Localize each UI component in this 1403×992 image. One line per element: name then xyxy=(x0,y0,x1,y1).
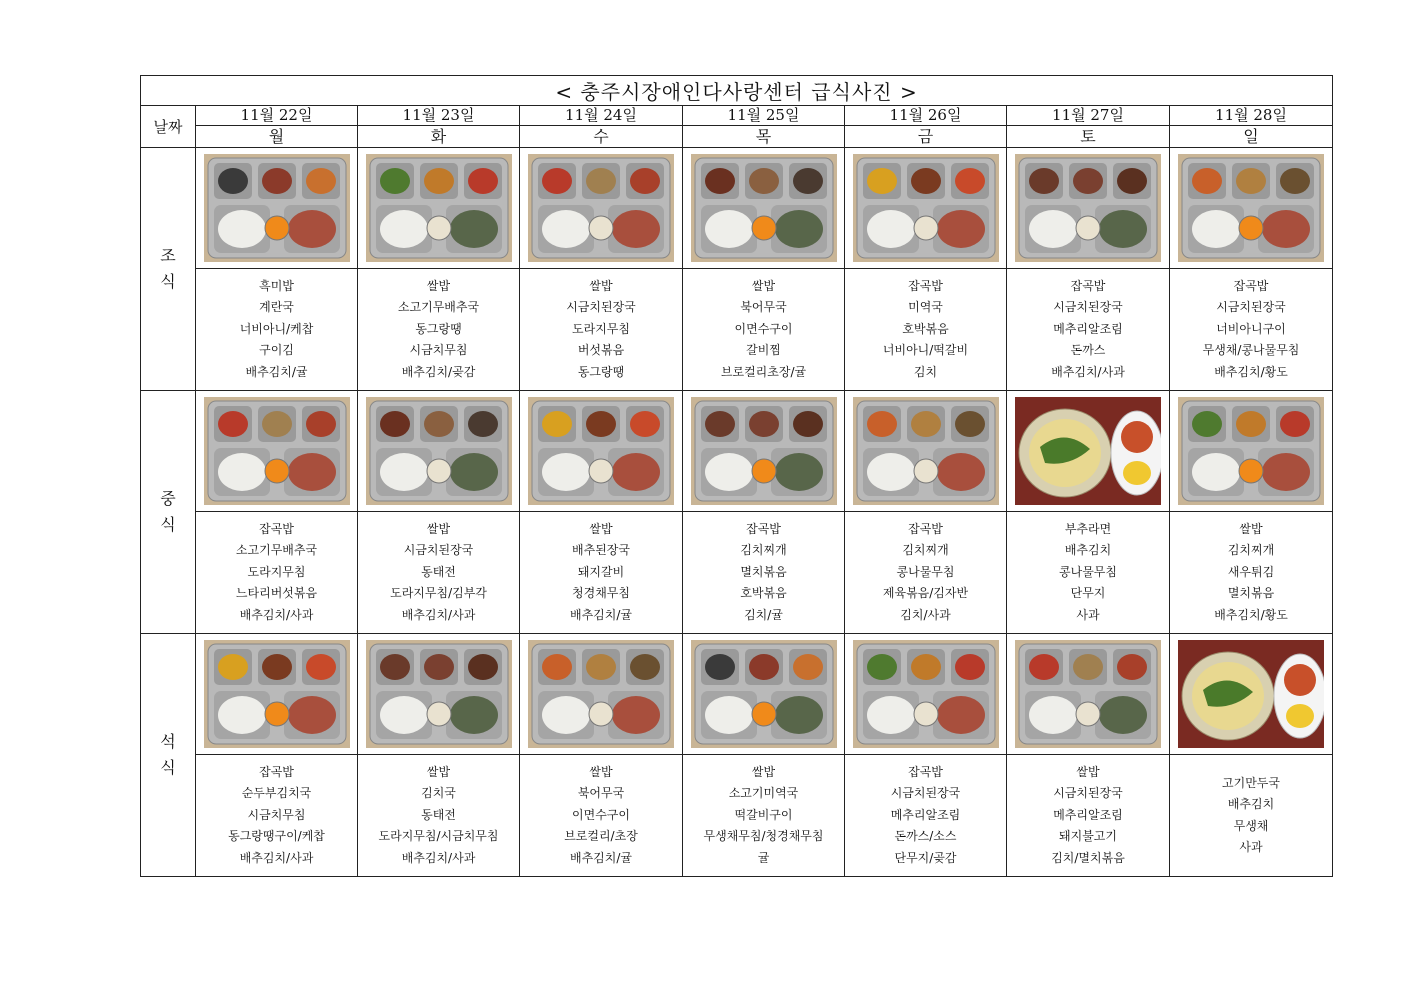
menu-item: 김치찌개 xyxy=(1227,543,1275,558)
meal-photo-cell xyxy=(358,148,520,269)
menu-cell xyxy=(845,755,1007,877)
menu-item: 배추김치/사과 xyxy=(239,850,314,865)
menu-item: 잡곡밥 xyxy=(1233,278,1269,293)
meal-label xyxy=(141,391,196,634)
menu-item: 떡갈비구이 xyxy=(734,807,793,822)
menu-item: 쌀밥 xyxy=(1239,521,1263,536)
menu-item: 배추김치/사과 xyxy=(1051,364,1125,379)
menu-cell xyxy=(520,269,683,391)
meal-photo xyxy=(528,640,674,748)
menu-item: 도라지무침/시금치무침 xyxy=(378,829,499,844)
meal-photo-cell xyxy=(1170,148,1333,269)
meal-label-char: 식 xyxy=(160,758,176,777)
meal-photo xyxy=(366,640,512,748)
menu-item: 배추김치/귤 xyxy=(245,364,308,379)
menu-item: 버섯볶음 xyxy=(577,343,625,358)
menu-item: 단무지/곶감 xyxy=(894,850,957,865)
meal-photo-cell xyxy=(196,634,358,755)
menu-item: 너비아니/떡갈비 xyxy=(882,343,969,358)
menu-cell xyxy=(683,269,845,391)
meal-table xyxy=(140,75,1333,877)
meal-photo xyxy=(204,640,350,748)
date-cell: 11월 24일 xyxy=(520,106,683,126)
menu-cell xyxy=(520,755,683,877)
meal-photo xyxy=(1178,154,1324,262)
page-title: < 충주시장애인다사랑센터 급식사진 > xyxy=(141,76,1333,106)
menu-item: 배추김치/사과 xyxy=(401,607,476,622)
menu-item: 콩나물무침 xyxy=(896,564,955,579)
meal-photo-cell xyxy=(1007,634,1170,755)
menu-item: 배추김치/황도 xyxy=(1214,607,1288,622)
meal-photo-cell xyxy=(358,391,520,512)
menu-item: 콩나물무침 xyxy=(1059,564,1117,579)
menu-item: 김치찌개 xyxy=(740,543,787,558)
meal-photo xyxy=(1015,640,1161,748)
meal-label xyxy=(141,148,196,391)
menu-item: 김치국 xyxy=(421,786,456,801)
menu-item: 시금치무침 xyxy=(409,343,468,358)
meal-photo-cell xyxy=(1007,148,1170,269)
meal-photo-cell xyxy=(196,391,358,512)
menu-item: 고기만두국 xyxy=(1222,775,1280,790)
menu-item: 김치/귤 xyxy=(744,607,783,622)
menu-item: 호박볶음 xyxy=(740,586,787,601)
menu-item: 배추김치/황도 xyxy=(1214,364,1288,379)
meal-photo-cell xyxy=(845,634,1007,755)
menu-item: 김치/멸치볶음 xyxy=(1051,850,1125,865)
meal-photo xyxy=(853,640,999,748)
meal-photo-cell xyxy=(520,391,683,512)
menu-item: 시금치된장국 xyxy=(1216,300,1286,315)
meal-photo xyxy=(366,397,512,505)
meal-photo-cell xyxy=(1170,391,1333,512)
menu-cell xyxy=(1170,755,1333,877)
menu-item: 메추리알조림 xyxy=(890,807,961,822)
menu-item: 돈까스/소스 xyxy=(894,829,957,844)
menu-item: 배추김치/귤 xyxy=(569,607,632,622)
menu-cell xyxy=(1007,512,1170,634)
menu-item: 배추김치/사과 xyxy=(239,607,314,622)
menu-item: 잡곡밥 xyxy=(908,521,943,536)
meal-label-char: 조 xyxy=(160,246,176,265)
menu-item: 무생채/콩나물무침 xyxy=(1202,343,1300,358)
menu-cell xyxy=(196,755,358,877)
menu-item: 쌀밥 xyxy=(426,521,451,536)
menu-cell xyxy=(683,755,845,877)
menu-item: 메추리알조림 xyxy=(1053,321,1123,336)
meal-photo xyxy=(1178,397,1324,505)
menu-item: 동그랑땡 xyxy=(577,364,625,379)
date-cell: 11월 26일 xyxy=(845,106,1007,126)
menu-cell xyxy=(683,512,845,634)
menu-cell xyxy=(520,512,683,634)
menu-item: 단무지 xyxy=(1070,586,1106,601)
meal-label-char: 식 xyxy=(160,272,176,291)
menu-item: 배추김치/사과 xyxy=(401,850,476,865)
weekday-cell: 금 xyxy=(845,126,1007,148)
meal-photo xyxy=(528,154,674,262)
date-cell: 11월 25일 xyxy=(683,106,845,126)
date-cell: 11월 28일 xyxy=(1170,106,1333,126)
meal-photo-cell xyxy=(520,148,683,269)
menu-item: 배추된장국 xyxy=(572,543,630,558)
menu-item: 배추김치/귤 xyxy=(569,850,632,865)
menu-item: 쌀밥 xyxy=(589,521,613,536)
menu-item: 동태전 xyxy=(421,564,456,579)
menu-item: 시금치무침 xyxy=(247,807,306,822)
menu-item: 쌀밥 xyxy=(1076,764,1100,779)
menu-item: 미역국 xyxy=(908,300,943,315)
menu-cell xyxy=(845,512,1007,634)
menu-item: 돼지갈비 xyxy=(577,564,625,579)
date-cell: 11월 27일 xyxy=(1007,106,1170,126)
menu-item: 사과 xyxy=(1239,840,1263,854)
menu-item: 동그랑땡구이/케찹 xyxy=(228,829,325,844)
menu-item: 배추김치/곶감 xyxy=(401,364,476,379)
menu-item: 소고기무배추국 xyxy=(235,543,318,558)
menu-item: 동그랑땡 xyxy=(415,321,462,336)
weekday-cell: 목 xyxy=(683,126,845,148)
menu-item: 사과 xyxy=(1076,607,1100,622)
menu-item: 잡곡밥 xyxy=(259,521,294,536)
menu-item: 쌀밥 xyxy=(751,278,776,293)
meal-photo xyxy=(1015,397,1161,505)
menu-item: 순두부김치국 xyxy=(241,786,312,801)
menu-item: 브로컬리/초장 xyxy=(564,829,638,844)
meal-label-char: 석 xyxy=(160,732,176,751)
weekday-cell: 화 xyxy=(358,126,520,148)
menu-item: 귤 xyxy=(757,850,770,865)
meal-photo-sheet xyxy=(140,75,1332,877)
menu-item: 계란국 xyxy=(259,300,294,315)
menu-cell xyxy=(1007,755,1170,877)
meal-photo xyxy=(1015,154,1161,262)
meal-photo-cell xyxy=(196,148,358,269)
menu-item: 배추김치 xyxy=(1064,543,1112,558)
menu-cell xyxy=(1170,269,1333,391)
date-cell: 11월 23일 xyxy=(358,106,520,126)
meal-photo-cell xyxy=(1170,634,1333,755)
menu-item: 부추라면 xyxy=(1064,521,1112,536)
menu-item: 시금치된장국 xyxy=(890,786,961,801)
menu-item: 새우튀김 xyxy=(1227,564,1275,579)
meal-photo xyxy=(853,154,999,262)
meal-photo xyxy=(1178,640,1324,748)
meal-photo-cell xyxy=(1007,391,1170,512)
menu-item: 김치찌개 xyxy=(902,543,949,558)
menu-item: 김치/사과 xyxy=(900,607,951,622)
menu-item: 북어무국 xyxy=(740,300,787,315)
meal-photo xyxy=(528,397,674,505)
menu-item: 소고기무배추국 xyxy=(397,300,480,315)
meal-photo-cell xyxy=(683,391,845,512)
meal-photo xyxy=(853,397,999,505)
menu-item: 동태전 xyxy=(421,807,456,822)
menu-item: 브로컬리초장/귤 xyxy=(720,364,807,379)
menu-item: 호박볶음 xyxy=(902,321,949,336)
menu-item: 도라지무침 xyxy=(572,321,630,336)
menu-item: 잡곡밥 xyxy=(908,278,943,293)
meal-photo-cell xyxy=(845,148,1007,269)
menu-cell xyxy=(845,269,1007,391)
menu-item: 흑미밥 xyxy=(259,278,294,293)
meal-photo-cell xyxy=(683,148,845,269)
menu-item: 무생채무침/청경채무침 xyxy=(703,829,824,844)
menu-cell xyxy=(1007,269,1170,391)
menu-item: 북어무국 xyxy=(577,786,625,801)
menu-item: 이면수구이 xyxy=(572,807,630,822)
menu-item: 쌀밥 xyxy=(426,278,451,293)
menu-cell xyxy=(358,755,520,877)
menu-item: 시금치된장국 xyxy=(566,300,636,315)
menu-item: 잡곡밥 xyxy=(746,521,781,536)
menu-item: 청경채무침 xyxy=(572,586,630,601)
menu-item: 구이김 xyxy=(259,343,294,358)
menu-item: 느타리버섯볶음 xyxy=(235,586,318,601)
menu-item: 제육볶음/김자반 xyxy=(882,586,969,601)
menu-item: 쌀밥 xyxy=(589,764,613,779)
menu-item: 잡곡밥 xyxy=(259,764,294,779)
menu-cell xyxy=(196,512,358,634)
meal-photo-cell xyxy=(845,391,1007,512)
menu-cell xyxy=(1170,512,1333,634)
date-header: 날짜 xyxy=(141,106,196,148)
menu-item: 이면수구이 xyxy=(734,321,793,336)
menu-item: 돈까스 xyxy=(1070,343,1106,358)
menu-item: 멸치볶음 xyxy=(1227,586,1275,601)
meal-label-char: 식 xyxy=(160,515,176,534)
weekday-cell: 월 xyxy=(196,126,358,148)
menu-item: 잡곡밥 xyxy=(1070,278,1106,293)
menu-item: 도라지무침/김부각 xyxy=(390,586,487,601)
menu-cell xyxy=(196,269,358,391)
menu-cell xyxy=(358,269,520,391)
menu-item: 갈비찜 xyxy=(746,343,781,358)
menu-item: 돼지불고기 xyxy=(1059,829,1117,844)
meal-photo-cell xyxy=(358,634,520,755)
menu-item: 시금치된장국 xyxy=(1053,300,1123,315)
menu-item: 잡곡밥 xyxy=(908,764,943,779)
menu-item: 너비아니구이 xyxy=(1216,321,1286,336)
menu-item: 멸치볶음 xyxy=(740,564,787,579)
meal-photo-cell xyxy=(683,634,845,755)
menu-item: 도라지무침 xyxy=(247,564,306,579)
meal-photo xyxy=(204,397,350,505)
menu-item: 시금치된장국 xyxy=(403,543,474,558)
menu-item: 너비아니/케찹 xyxy=(239,321,314,336)
menu-item: 쌀밥 xyxy=(426,764,451,779)
meal-photo xyxy=(691,640,837,748)
weekday-cell: 토 xyxy=(1007,126,1170,148)
meal-photo-cell xyxy=(520,634,683,755)
meal-label xyxy=(141,634,196,877)
weekday-cell: 수 xyxy=(520,126,683,148)
meal-photo xyxy=(366,154,512,262)
meal-photo xyxy=(204,154,350,262)
meal-photo xyxy=(691,154,837,262)
menu-cell xyxy=(358,512,520,634)
menu-item: 무생채 xyxy=(1233,818,1269,833)
menu-item: 쌀밥 xyxy=(751,764,776,779)
date-cell: 11월 22일 xyxy=(196,106,358,126)
menu-item: 쌀밥 xyxy=(589,278,613,293)
meal-label-char: 중 xyxy=(160,489,176,508)
menu-item: 메추리알조림 xyxy=(1053,807,1123,822)
weekday-cell: 일 xyxy=(1170,126,1333,148)
meal-photo xyxy=(691,397,837,505)
menu-item: 배추김치 xyxy=(1227,797,1275,811)
menu-item: 소고기미역국 xyxy=(728,786,799,801)
menu-item: 김치 xyxy=(913,364,938,379)
menu-item: 시금치된장국 xyxy=(1053,786,1123,801)
